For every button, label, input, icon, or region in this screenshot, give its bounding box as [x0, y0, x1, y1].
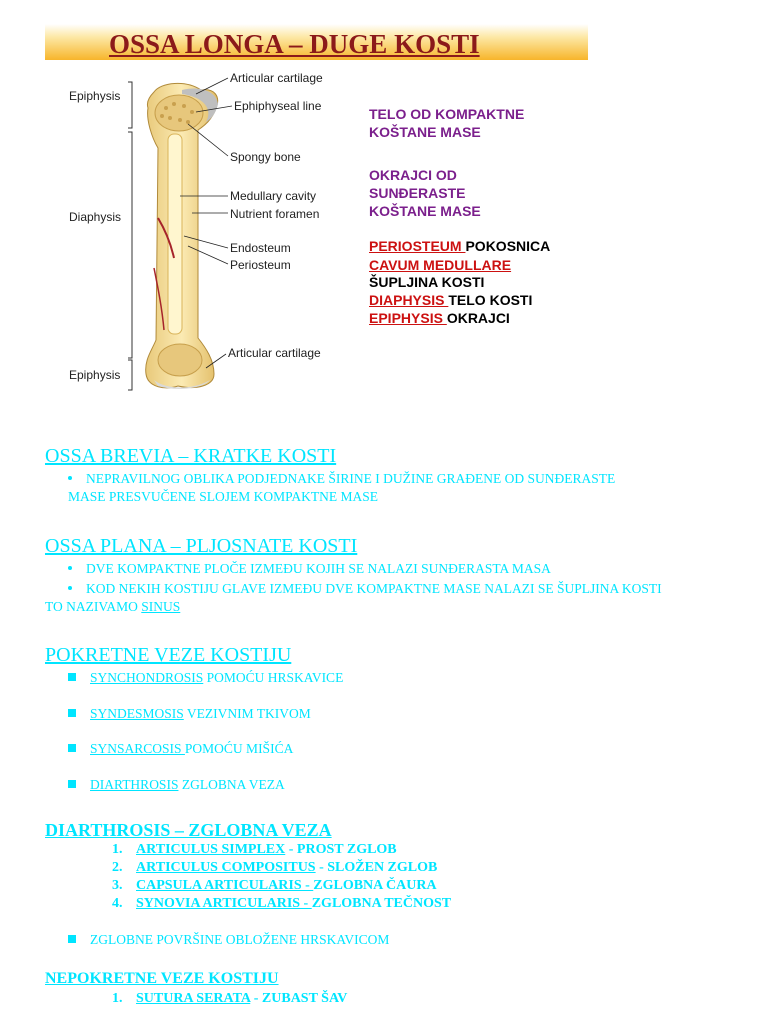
term-name[interactable]: EPIPHYSIS [369, 310, 447, 326]
item-term[interactable]: ARTICULUS COMPOSITUS [136, 860, 316, 875]
plana-bullet-2-cont [45, 599, 180, 615]
term-desc: ŠUPLJINA KOSTI [369, 274, 485, 290]
bullet-square-icon [68, 709, 76, 717]
diarthrosis-item [112, 842, 397, 858]
bullet-square-icon [68, 935, 76, 943]
item-desc: - ZUBAST ŠAV [250, 991, 348, 1006]
item-desc: POMOĆU HRSKAVICE [203, 670, 344, 685]
item-desc: - PROST ZGLOB [285, 842, 397, 857]
item-term[interactable]: CAPSULA ARTICULARIS - [136, 878, 314, 893]
label-periosteum: Periosteum [230, 258, 291, 272]
item-desc: - SLOŽEN ZGLOB [315, 860, 438, 875]
pokretne-item [68, 670, 343, 686]
bullet-square-icon [68, 780, 76, 788]
item-number: 1. [112, 842, 123, 857]
term-name[interactable]: CAVUM MEDULLARE [369, 257, 512, 273]
term-name[interactable]: PERIOSTEUM [369, 238, 466, 254]
sinus-link[interactable]: SINUS [141, 599, 181, 614]
item-term[interactable]: DIARTHROSIS [90, 777, 179, 792]
term-cavum [369, 257, 511, 273]
item-number: 3. [112, 878, 123, 893]
bullet-dot-icon [68, 476, 72, 480]
bullet-text: ZGLOBNE POVRŠINE OBLOŽENE HRSKAVICOM [90, 932, 390, 947]
diarthrosis-item [112, 896, 451, 912]
item-term[interactable]: SYNOVIA ARTICULARIS - [136, 896, 312, 911]
page-title: OSSA LONGA – DUGE KOSTI [109, 29, 480, 59]
item-desc: ZGLOBNA ČAURA [313, 878, 437, 893]
label-spongy-bone: Spongy bone [230, 150, 301, 164]
bullet-dot-icon [68, 586, 72, 590]
term-desc: POKOSNICA [465, 238, 551, 254]
item-term[interactable]: SUTURA SERATA [136, 991, 251, 1006]
term-periosteum [369, 238, 550, 254]
note-telo-line2: KOŠTANE MASE [369, 124, 481, 140]
label-medullary-cavity: Medullary cavity [230, 189, 317, 203]
bullet-text: TO NAZIVAMO [45, 599, 142, 614]
note-telo-line1: TELO OD KOMPAKTNE [369, 106, 525, 122]
label-articular-cartilage-bottom: Articular cartilage [228, 346, 321, 360]
label-articular-cartilage-top: Articular cartilage [230, 71, 323, 85]
item-number: 1. [112, 991, 123, 1006]
item-desc: VEZIVNIM TKIVOM [183, 706, 311, 721]
label-epiphysis-top: Epiphysis [69, 89, 121, 103]
term-desc: TELO KOSTI [448, 292, 533, 308]
plana-bullet-2 [68, 581, 662, 597]
item-desc: POMOĆU MIŠIĆA [184, 741, 294, 756]
pokretne-item [68, 706, 311, 722]
bullet-square-icon [68, 673, 76, 681]
plana-bullet-1 [68, 561, 551, 577]
brevia-bullet [68, 471, 615, 487]
item-term[interactable]: SYNSARCOSIS [90, 741, 185, 756]
nepokretne-item [112, 991, 347, 1007]
heading-nepokretne-veze[interactable]: NEPOKRETNE VEZE KOSTIJU [45, 970, 279, 987]
heading-pokretne-veze[interactable]: POKRETNE VEZE KOSTIJU [45, 644, 292, 666]
bullet-text: DVE KOMPAKTNE PLOČE IZMEĐU KOJIH SE NALAZI SUNĐERASTA MASA [86, 561, 551, 576]
item-desc: ZGLOBNA VEZA [178, 777, 285, 792]
heading-ossa-plana[interactable]: OSSA PLANA – PLJOSNATE KOSTI [45, 535, 358, 557]
item-term[interactable]: ARTICULUS SIMPLEX [136, 842, 286, 857]
diarthrosis-extra [68, 932, 389, 948]
term-supljina [369, 274, 484, 290]
bullet-text: KOD NEKIH KOSTIJU GLAVE IZMEĐU DVE KOMPAKTNE MASE NALAZI SE ŠUPLJINA KOSTI [86, 581, 662, 596]
note-okrajci-line1: OKRAJCI OD [369, 167, 457, 183]
term-epiphysis [369, 310, 510, 326]
item-term[interactable]: SYNCHONDROSIS [90, 670, 204, 685]
item-number: 4. [112, 896, 123, 911]
label-epiphyseal-line: Ephiphyseal line [234, 99, 322, 113]
term-desc: OKRAJCI [446, 310, 510, 326]
heading-text: OSSA BREVIA – KRATKE KOSTI [45, 445, 337, 467]
heading-diarthrosis[interactable]: DIARTHROSIS – ZGLOBNA VEZA [45, 820, 332, 840]
diarthrosis-item [112, 878, 437, 894]
term-name[interactable]: DIAPHYSIS [369, 292, 449, 308]
bullet-text: NEPRAVILNOG OBLIKA PODJEDNAKE ŠIRINE I DUŽINE GRAĐENE OD SUNĐERASTE [86, 471, 616, 486]
item-desc: ZGLOBNA TEČNOST [311, 896, 452, 911]
pokretne-item [68, 741, 293, 757]
label-nutrient-foramen: Nutrient foramen [230, 207, 320, 221]
term-diaphysis [369, 292, 532, 308]
brevia-bullet-cont: MASE PRESVUČENE SLOJEM KOMPAKTNE MASE [68, 489, 379, 504]
note-okrajci-line3: KOŠTANE MASE [369, 203, 481, 219]
bone-figure [66, 68, 336, 400]
label-endosteum: Endosteum [230, 241, 291, 255]
bullet-square-icon [68, 744, 76, 752]
diarthrosis-item [112, 860, 437, 876]
item-number: 2. [112, 860, 123, 875]
label-epiphysis-bottom: Epiphysis [69, 368, 121, 382]
item-term[interactable]: SYNDESMOSIS [90, 706, 184, 721]
note-okrajci-line2: SUNĐERASTE [369, 185, 466, 201]
label-diaphysis: Diaphysis [69, 210, 122, 224]
pokretne-item [68, 777, 285, 793]
heading-ossa-brevia[interactable] [45, 445, 428, 468]
bullet-dot-icon [68, 566, 72, 570]
